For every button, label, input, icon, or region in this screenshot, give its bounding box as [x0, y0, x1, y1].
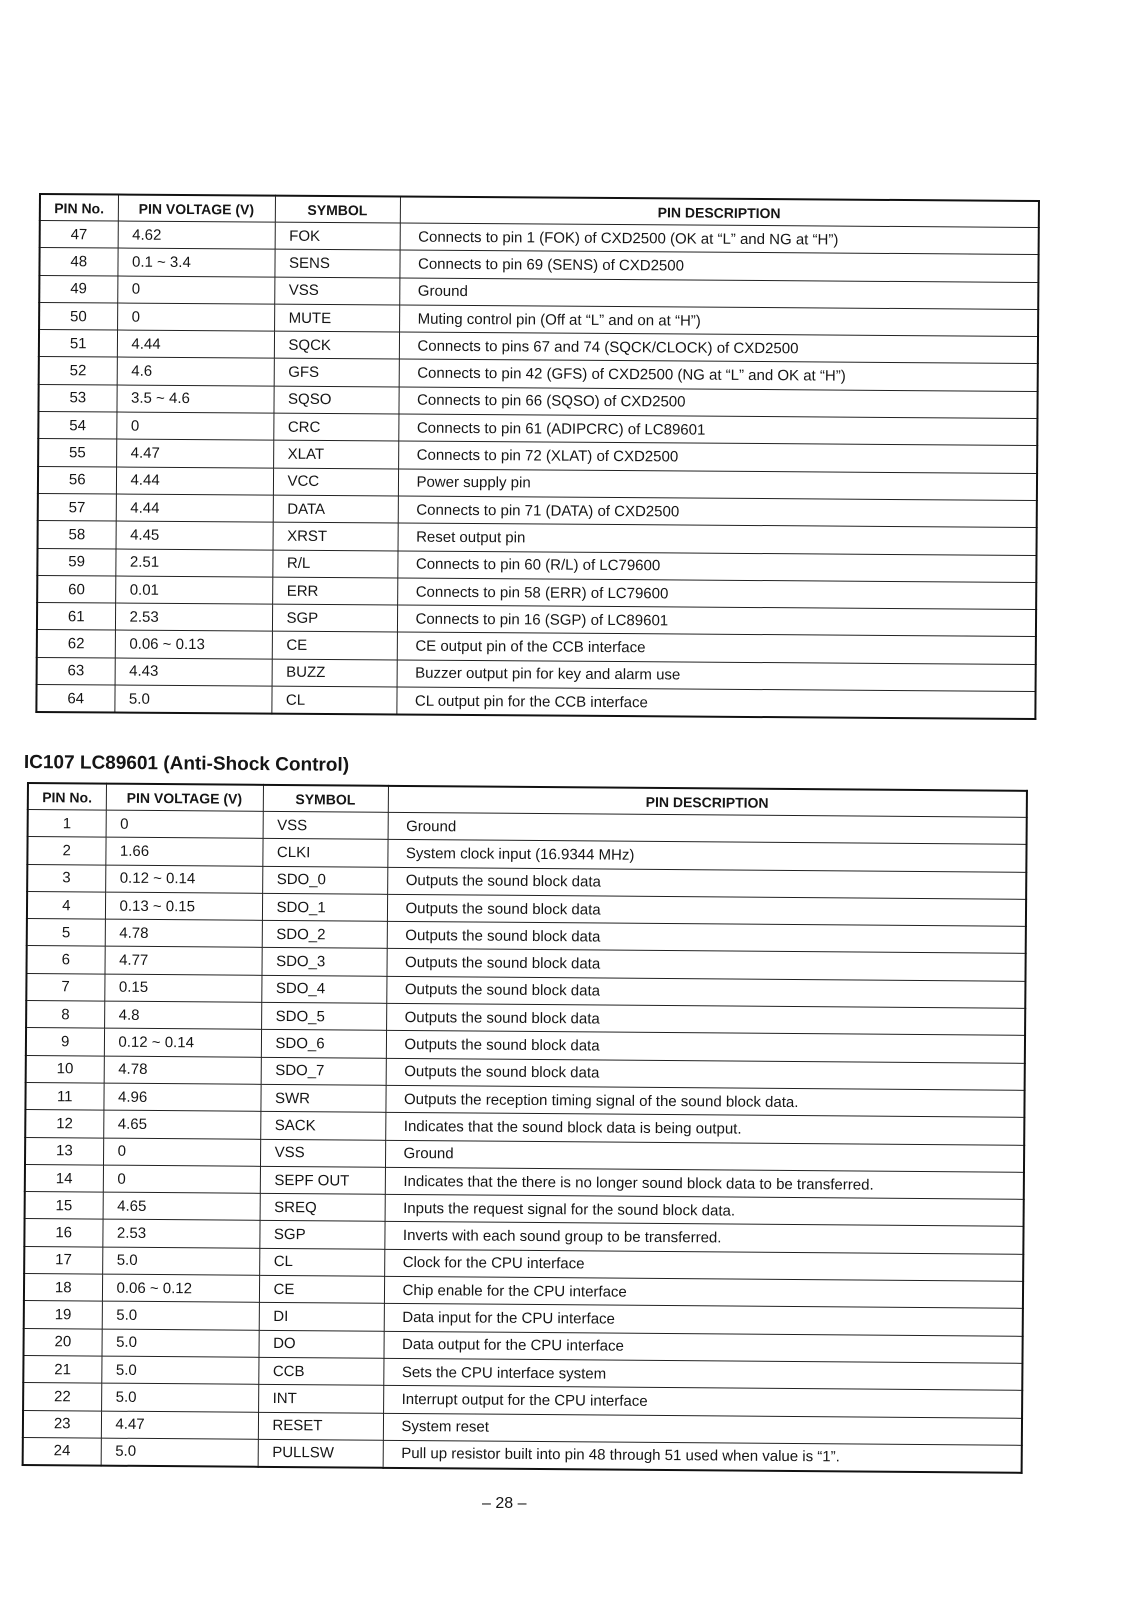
pin-voltage-cell: 4.77	[104, 947, 261, 976]
pin-number-cell: 22	[23, 1383, 101, 1411]
symbol-cell: SDO_0	[262, 866, 387, 894]
pin-description-cell: Connects to pin 42 (GFS) of CXD2500 (NG at “L” and OK at “H”)	[399, 360, 1038, 392]
pin-number-cell: 54	[38, 412, 116, 440]
pin-number-cell: 52	[39, 357, 117, 385]
pin-description-cell: Inverts with each sound group to be transferred.	[384, 1222, 1023, 1254]
pin-description-cell: Chip enable for the CPU interface	[384, 1276, 1023, 1308]
symbol-cell: CRC	[273, 413, 398, 441]
pin-voltage-cell: 5.0	[101, 1438, 258, 1467]
pin-description-cell: Connects to pin 71 (DATA) of CXD2500	[398, 496, 1037, 528]
symbol-cell: MUTE	[274, 304, 399, 332]
pin-voltage-cell: 0.13 ~ 0.15	[105, 892, 262, 921]
symbol-cell: CL	[271, 686, 396, 715]
pin-number-cell: 3	[27, 864, 105, 892]
pin-description-cell: Ground	[388, 812, 1027, 844]
pin-description-cell: Outputs the sound block data	[386, 949, 1025, 981]
page-number: – 28 –	[482, 1495, 527, 1512]
pin-number-cell: 62	[37, 630, 115, 658]
pin-description-cell: Outputs the reception timing signal of the sound block data.	[385, 1085, 1024, 1117]
pin-number-cell: 58	[38, 521, 116, 549]
pin-number-cell: 23	[23, 1410, 101, 1438]
pin-number-cell: 6	[26, 946, 104, 974]
pin-description-cell: Clock for the CPU interface	[384, 1249, 1023, 1281]
pin-number-cell: 4	[27, 891, 105, 919]
pin-voltage-cell: 2.51	[115, 549, 272, 577]
pin-number-cell: 53	[38, 384, 116, 412]
pin-voltage-cell: 5.0	[102, 1247, 259, 1276]
pin-number-cell: 15	[25, 1192, 103, 1220]
pin-number-cell: 2	[27, 837, 105, 865]
pin-description-cell: Connects to pin 72 (XLAT) of CXD2500	[398, 441, 1037, 473]
pin-number-cell: 20	[23, 1328, 101, 1356]
symbol-cell: SDO_7	[261, 1057, 386, 1085]
symbol-cell: FOK	[275, 222, 400, 250]
symbol-cell: DI	[259, 1303, 384, 1331]
header-pin-no: PIN No.	[28, 783, 106, 810]
pin-number-cell: 56	[38, 466, 116, 494]
pin-number-cell: 8	[26, 1001, 104, 1029]
pin-description-cell: System clock input (16.9344 MHz)	[387, 840, 1026, 872]
pin-description-cell: Reset output pin	[398, 523, 1037, 555]
pin-voltage-cell: 4.62	[118, 221, 275, 249]
pin-description-cell: Inputs the request signal for the sound block data.	[385, 1194, 1024, 1226]
pin-voltage-cell: 0	[117, 276, 274, 304]
symbol-cell: PULLSW	[258, 1439, 383, 1468]
symbol-cell: GFS	[274, 359, 399, 387]
pin-description-cell: Pull up resistor built into pin 48 through 51 used when value is “1”.	[383, 1440, 1022, 1473]
pin-description-cell: Outputs the sound block data	[386, 1031, 1025, 1063]
symbol-cell: SWR	[260, 1084, 385, 1112]
pin-voltage-cell: 4.65	[103, 1110, 260, 1139]
pin-voltage-cell: 4.44	[116, 494, 273, 522]
symbol-cell: VSS	[274, 277, 399, 305]
pin-number-cell: 55	[38, 439, 116, 467]
pin-voltage-cell: 0.15	[104, 974, 261, 1003]
pin-voltage-cell: 0	[103, 1165, 260, 1194]
pin-voltage-cell: 5.0	[114, 685, 271, 714]
pin-voltage-cell: 4.78	[105, 919, 262, 948]
header-symbol: SYMBOL	[263, 785, 388, 812]
symbol-cell: BUZZ	[272, 659, 397, 687]
pin-description-cell: Indicates that the sound block data is being output.	[385, 1113, 1024, 1145]
pin-description-cell: Data input for the CPU interface	[384, 1304, 1023, 1336]
pin-number-cell: 64	[36, 685, 114, 713]
symbol-cell: XLAT	[273, 441, 398, 469]
symbol-cell: R/L	[272, 550, 397, 578]
pin-voltage-cell: 2.53	[102, 1220, 259, 1249]
symbol-cell: SACK	[260, 1112, 385, 1140]
pin-number-cell: 49	[39, 275, 117, 303]
pin-voltage-cell: 0.1 ~ 3.4	[117, 248, 274, 276]
pin-number-cell: 18	[24, 1274, 102, 1302]
symbol-cell: VCC	[273, 468, 398, 496]
pin-number-cell: 1	[28, 810, 106, 838]
header-pin-voltage: PIN VOLTAGE (V)	[118, 195, 275, 223]
symbol-cell: SQCK	[274, 331, 399, 359]
pin-description-cell: Outputs the sound block data	[387, 922, 1026, 954]
pin-voltage-cell: 5.0	[102, 1301, 259, 1330]
pin-voltage-cell: 2.53	[115, 603, 272, 631]
pin-description-cell: Buzzer output pin for key and alarm use	[397, 660, 1036, 692]
pin-voltage-cell: 0	[103, 1138, 260, 1167]
pin-number-cell: 5	[27, 919, 105, 947]
pin-description-cell: Connects to pins 67 and 74 (SQCK/CLOCK) of CXD2500	[399, 332, 1038, 364]
pin-voltage-cell: 4.45	[116, 521, 273, 549]
pin-number-cell: 59	[37, 548, 115, 576]
symbol-cell: SDO_4	[261, 975, 386, 1003]
pin-voltage-cell: 0	[106, 810, 263, 839]
pin-voltage-cell: 5.0	[101, 1329, 258, 1358]
symbol-cell: SDO_5	[261, 1002, 386, 1030]
symbol-cell: SREQ	[260, 1193, 385, 1221]
pin-number-cell: 13	[25, 1137, 103, 1165]
pin-number-cell: 60	[37, 575, 115, 603]
pin-description-cell: Outputs the sound block data	[387, 894, 1026, 926]
pin-number-cell: 21	[23, 1355, 101, 1383]
header-pin-voltage: PIN VOLTAGE (V)	[106, 784, 263, 812]
pin-number-cell: 19	[24, 1301, 102, 1329]
pin-number-cell: 12	[25, 1110, 103, 1138]
pin-voltage-cell: 0.01	[115, 576, 272, 604]
pin-description-cell: Interrupt output for the CPU interface	[383, 1386, 1022, 1418]
pin-voltage-cell: 0	[116, 412, 273, 440]
pin-voltage-cell: 0.12 ~ 0.14	[104, 1028, 261, 1057]
pin-number-cell: 50	[39, 302, 117, 330]
symbol-cell: ERR	[272, 577, 397, 605]
pin-number-cell: 9	[26, 1028, 104, 1056]
symbol-cell: SGP	[272, 604, 397, 632]
pin-description-cell: Ground	[399, 278, 1038, 310]
pin-voltage-cell: 4.65	[103, 1192, 260, 1221]
pin-description-cell: Connects to pin 69 (SENS) of CXD2500	[399, 250, 1038, 282]
pin-voltage-cell: 4.78	[104, 1056, 261, 1085]
pin-voltage-cell: 4.96	[103, 1083, 260, 1112]
pin-number-cell: 63	[37, 657, 115, 685]
symbol-cell: XRST	[273, 522, 398, 550]
table-row	[36, 685, 1035, 720]
header-pin-description: PIN DESCRIPTION	[400, 197, 1039, 228]
pin-description-cell: Connects to pin 60 (R/L) of LC79600	[397, 551, 1036, 583]
pin-description-cell: Sets the CPU interface system	[383, 1358, 1022, 1390]
symbol-cell: SDO_6	[261, 1030, 386, 1058]
header-pin-description: PIN DESCRIPTION	[388, 786, 1027, 818]
pin-voltage-cell: 4.43	[115, 658, 272, 686]
pin-description-cell: System reset	[383, 1413, 1022, 1445]
pin-description-cell: Ground	[385, 1140, 1024, 1172]
symbol-cell: SQSO	[273, 386, 398, 414]
pin-description-cell: Connects to pin 58 (ERR) of LC79600	[397, 578, 1036, 610]
symbol-cell: SDO_1	[262, 893, 387, 921]
pin-number-cell: 17	[24, 1246, 102, 1274]
pin-voltage-cell: 5.0	[101, 1383, 258, 1412]
symbol-cell: CE	[272, 632, 397, 660]
pin-voltage-cell: 5.0	[101, 1356, 258, 1385]
symbol-cell: CE	[259, 1275, 384, 1303]
pin-description-cell: Connects to pin 66 (SQSO) of CXD2500	[398, 387, 1037, 419]
pin-number-cell: 61	[37, 603, 115, 631]
symbol-cell: DATA	[273, 495, 398, 523]
pin-description-cell: Outputs the sound block data	[386, 1058, 1025, 1090]
symbol-cell: INT	[258, 1385, 383, 1413]
pin-voltage-cell: 0.12 ~ 0.14	[105, 865, 262, 894]
pin-description-cell: Outputs the sound block data	[386, 1003, 1025, 1035]
symbol-cell: SENS	[274, 249, 399, 277]
symbol-cell: CLKI	[262, 839, 387, 867]
pin-number-cell: 16	[24, 1219, 102, 1247]
pin-number-cell: 11	[25, 1082, 103, 1110]
section-title: IC107 LC89601 (Anti-Shock Control)	[23, 752, 350, 776]
pin-number-cell: 10	[26, 1055, 104, 1083]
symbol-cell: SDO_2	[262, 921, 387, 949]
pin-description-cell: Connects to pin 1 (FOK) of CXD2500 (OK at “L” and NG at “H”)	[400, 223, 1039, 255]
header-symbol: SYMBOL	[275, 196, 400, 223]
symbol-cell: SEPF OUT	[260, 1166, 385, 1194]
pin-number-cell: 14	[25, 1164, 103, 1192]
symbol-cell: CCB	[258, 1357, 383, 1385]
symbol-cell: VSS	[263, 811, 388, 839]
symbol-cell: CL	[259, 1248, 384, 1276]
pin-voltage-cell: 4.47	[116, 439, 273, 467]
header-pin-no: PIN No.	[40, 194, 118, 221]
pin-description-cell: Connects to pin 16 (SGP) of LC89601	[397, 605, 1036, 637]
symbol-cell: VSS	[260, 1139, 385, 1167]
pin-table-ic107	[22, 782, 1028, 1474]
pin-table-continued	[35, 193, 1040, 720]
pin-number-cell: 47	[40, 221, 118, 249]
pin-voltage-cell: 0.06 ~ 0.12	[102, 1274, 259, 1303]
symbol-cell: RESET	[258, 1412, 383, 1440]
pin-voltage-cell: 4.44	[117, 330, 274, 358]
pin-description-cell: Indicates that the there is no longer sound block data to be transferred.	[385, 1167, 1024, 1199]
pin-description-cell: Outputs the sound block data	[387, 867, 1026, 899]
pin-number-cell: 51	[39, 330, 117, 358]
pin-description-cell: CL output pin for the CCB interface	[396, 687, 1035, 719]
symbol-cell: SGP	[259, 1221, 384, 1249]
pin-description-cell: Muting control pin (Off at “L” and on at “H”)	[399, 305, 1038, 337]
symbol-cell: DO	[258, 1330, 383, 1358]
pin-number-cell: 24	[23, 1437, 101, 1465]
pin-voltage-cell: 4.44	[116, 467, 273, 495]
pin-voltage-cell: 0	[117, 303, 274, 331]
pin-voltage-cell: 3.5 ~ 4.6	[116, 385, 273, 413]
pin-description-cell: Data output for the CPU interface	[383, 1331, 1022, 1363]
pin-voltage-cell: 0.06 ~ 0.13	[115, 630, 272, 658]
pin-voltage-cell: 1.66	[105, 837, 262, 866]
pin-voltage-cell: 4.47	[101, 1411, 258, 1440]
pin-description-cell: Power supply pin	[398, 469, 1037, 501]
pin-description-cell: Outputs the sound block data	[386, 976, 1025, 1008]
pin-voltage-cell: 4.8	[104, 1001, 261, 1030]
pin-description-cell: Connects to pin 61 (ADIPCRC) of LC89601	[398, 414, 1037, 446]
pin-number-cell: 48	[39, 248, 117, 276]
pin-number-cell: 7	[26, 973, 104, 1001]
pin-description-cell: CE output pin of the CCB interface	[397, 632, 1036, 664]
pin-number-cell: 57	[38, 493, 116, 521]
symbol-cell: SDO_3	[261, 948, 386, 976]
pin-voltage-cell: 4.6	[117, 358, 274, 386]
